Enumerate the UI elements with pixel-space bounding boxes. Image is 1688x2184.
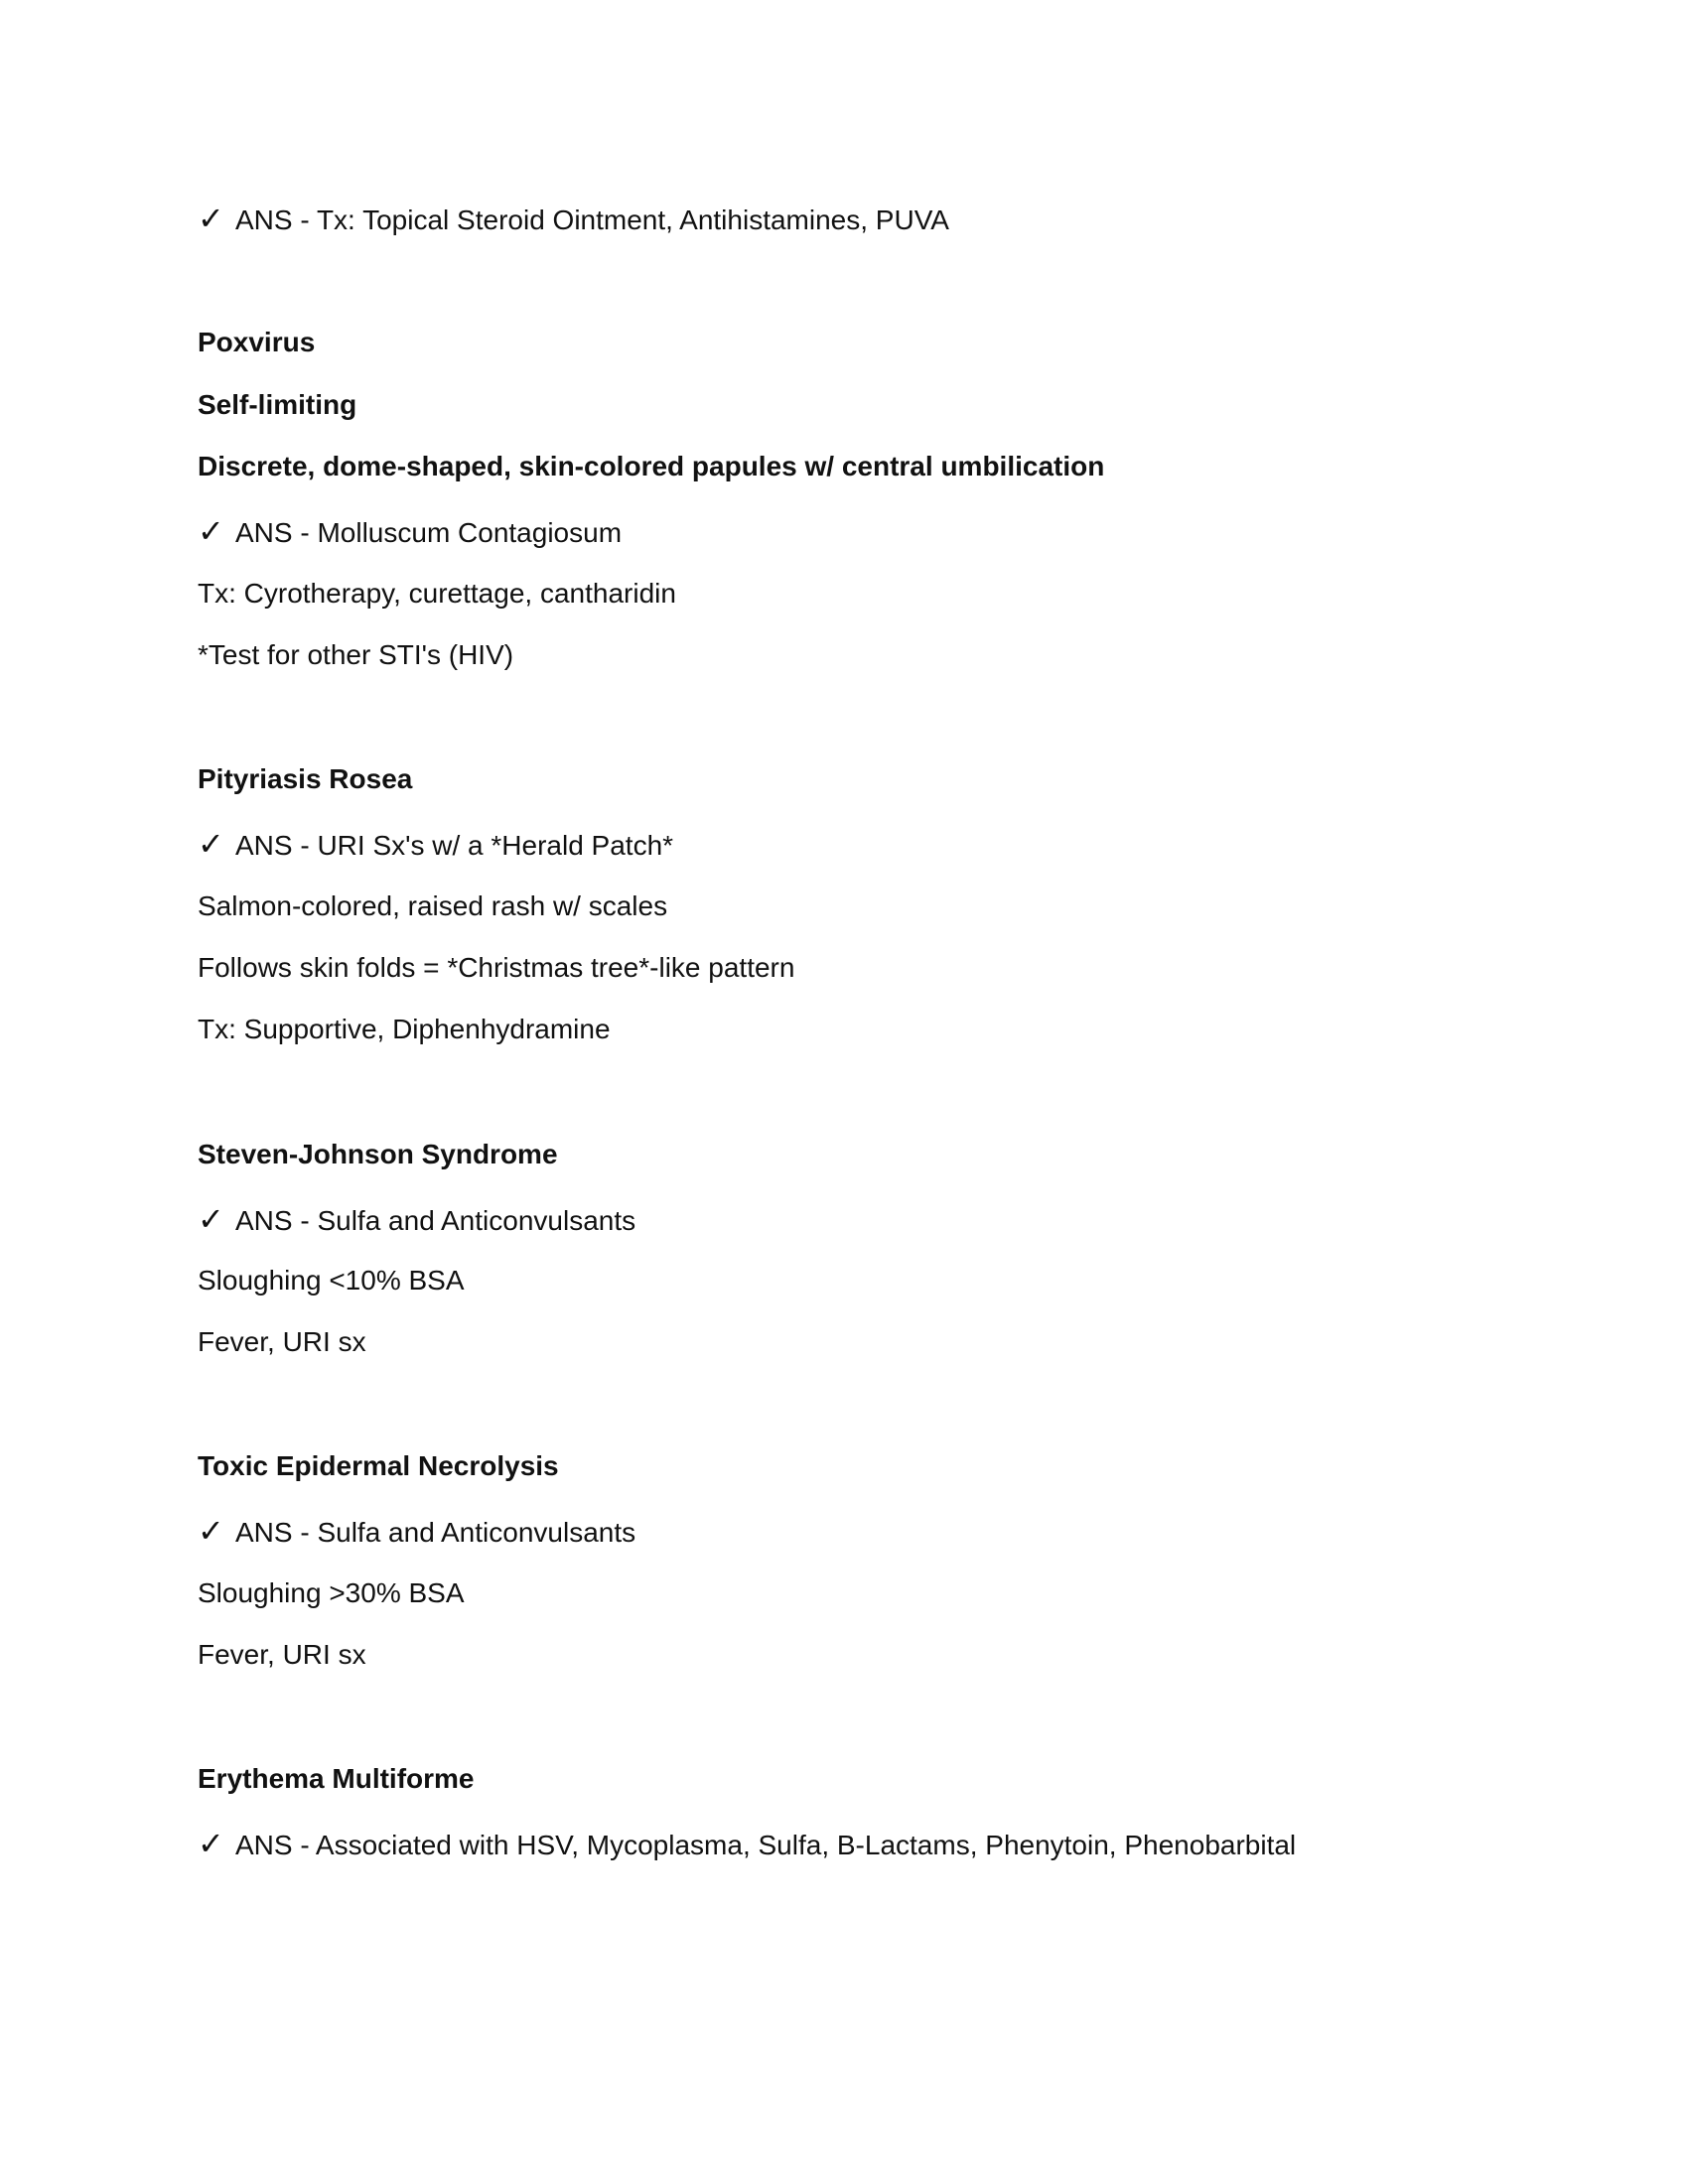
note-line: Sloughing >30% BSA [198, 1577, 465, 1608]
heading-toxic-epidermal-necrolysis: Toxic Epidermal Necrolysis [198, 1450, 559, 1481]
answer-text: ANS - Sulfa and Anticonvulsants [235, 1517, 636, 1548]
answer-text: ANS - Molluscum Contagiosum [235, 517, 623, 548]
heading-poxvirus: Poxvirus [198, 327, 316, 357]
note-line: Sloughing <10% BSA [198, 1265, 465, 1296]
checkmark-icon: ✓ [198, 513, 224, 549]
note-line: Tx: Supportive, Diphenhydramine [198, 1014, 611, 1044]
checkmark-icon: ✓ [198, 1826, 224, 1861]
checkmark-icon: ✓ [198, 1201, 224, 1237]
note-line: Follows skin folds = *Christmas tree*-like pattern [198, 952, 795, 983]
note-line: Fever, URI sx [198, 1326, 366, 1357]
heading-description: Discrete, dome-shaped, skin-colored papules w/ central umbilication [198, 451, 1105, 481]
note-line: Salmon-colored, raised rash w/ scales [198, 890, 668, 921]
answer-text: ANS - Tx: Topical Steroid Ointment, Antihistamines, PUVA [235, 205, 949, 235]
answer-line-molluscum [198, 513, 622, 551]
heading-self-limiting: Self-limiting [198, 389, 357, 420]
note-line: *Test for other STI's (HIV) [198, 639, 514, 670]
answer-line-sjs [198, 1201, 635, 1239]
answer-text: ANS - Sulfa and Anticonvulsants [235, 1205, 636, 1236]
heading-pityriasis-rosea: Pityriasis Rosea [198, 763, 413, 794]
note-line: Tx: Cyrotherapy, curettage, cantharidin [198, 578, 676, 609]
checkmark-icon: ✓ [198, 1513, 224, 1549]
answer-text: ANS - Associated with HSV, Mycoplasma, Sulfa, B-Lactams, Phenytoin, Phenobarbital [235, 1830, 1297, 1860]
checkmark-icon: ✓ [198, 201, 224, 236]
answer-line-pityriasis [198, 826, 673, 864]
note-line: Fever, URI sx [198, 1639, 366, 1670]
answer-text: ANS - URI Sx's w/ a *Herald Patch* [235, 830, 674, 861]
answer-line-em [198, 1826, 1296, 1863]
heading-erythema-multiforme: Erythema Multiforme [198, 1763, 475, 1794]
answer-line-ten [198, 1513, 635, 1551]
answer-line-top [198, 201, 949, 238]
heading-steven-johnson: Steven-Johnson Syndrome [198, 1139, 558, 1169]
checkmark-icon: ✓ [198, 826, 224, 862]
